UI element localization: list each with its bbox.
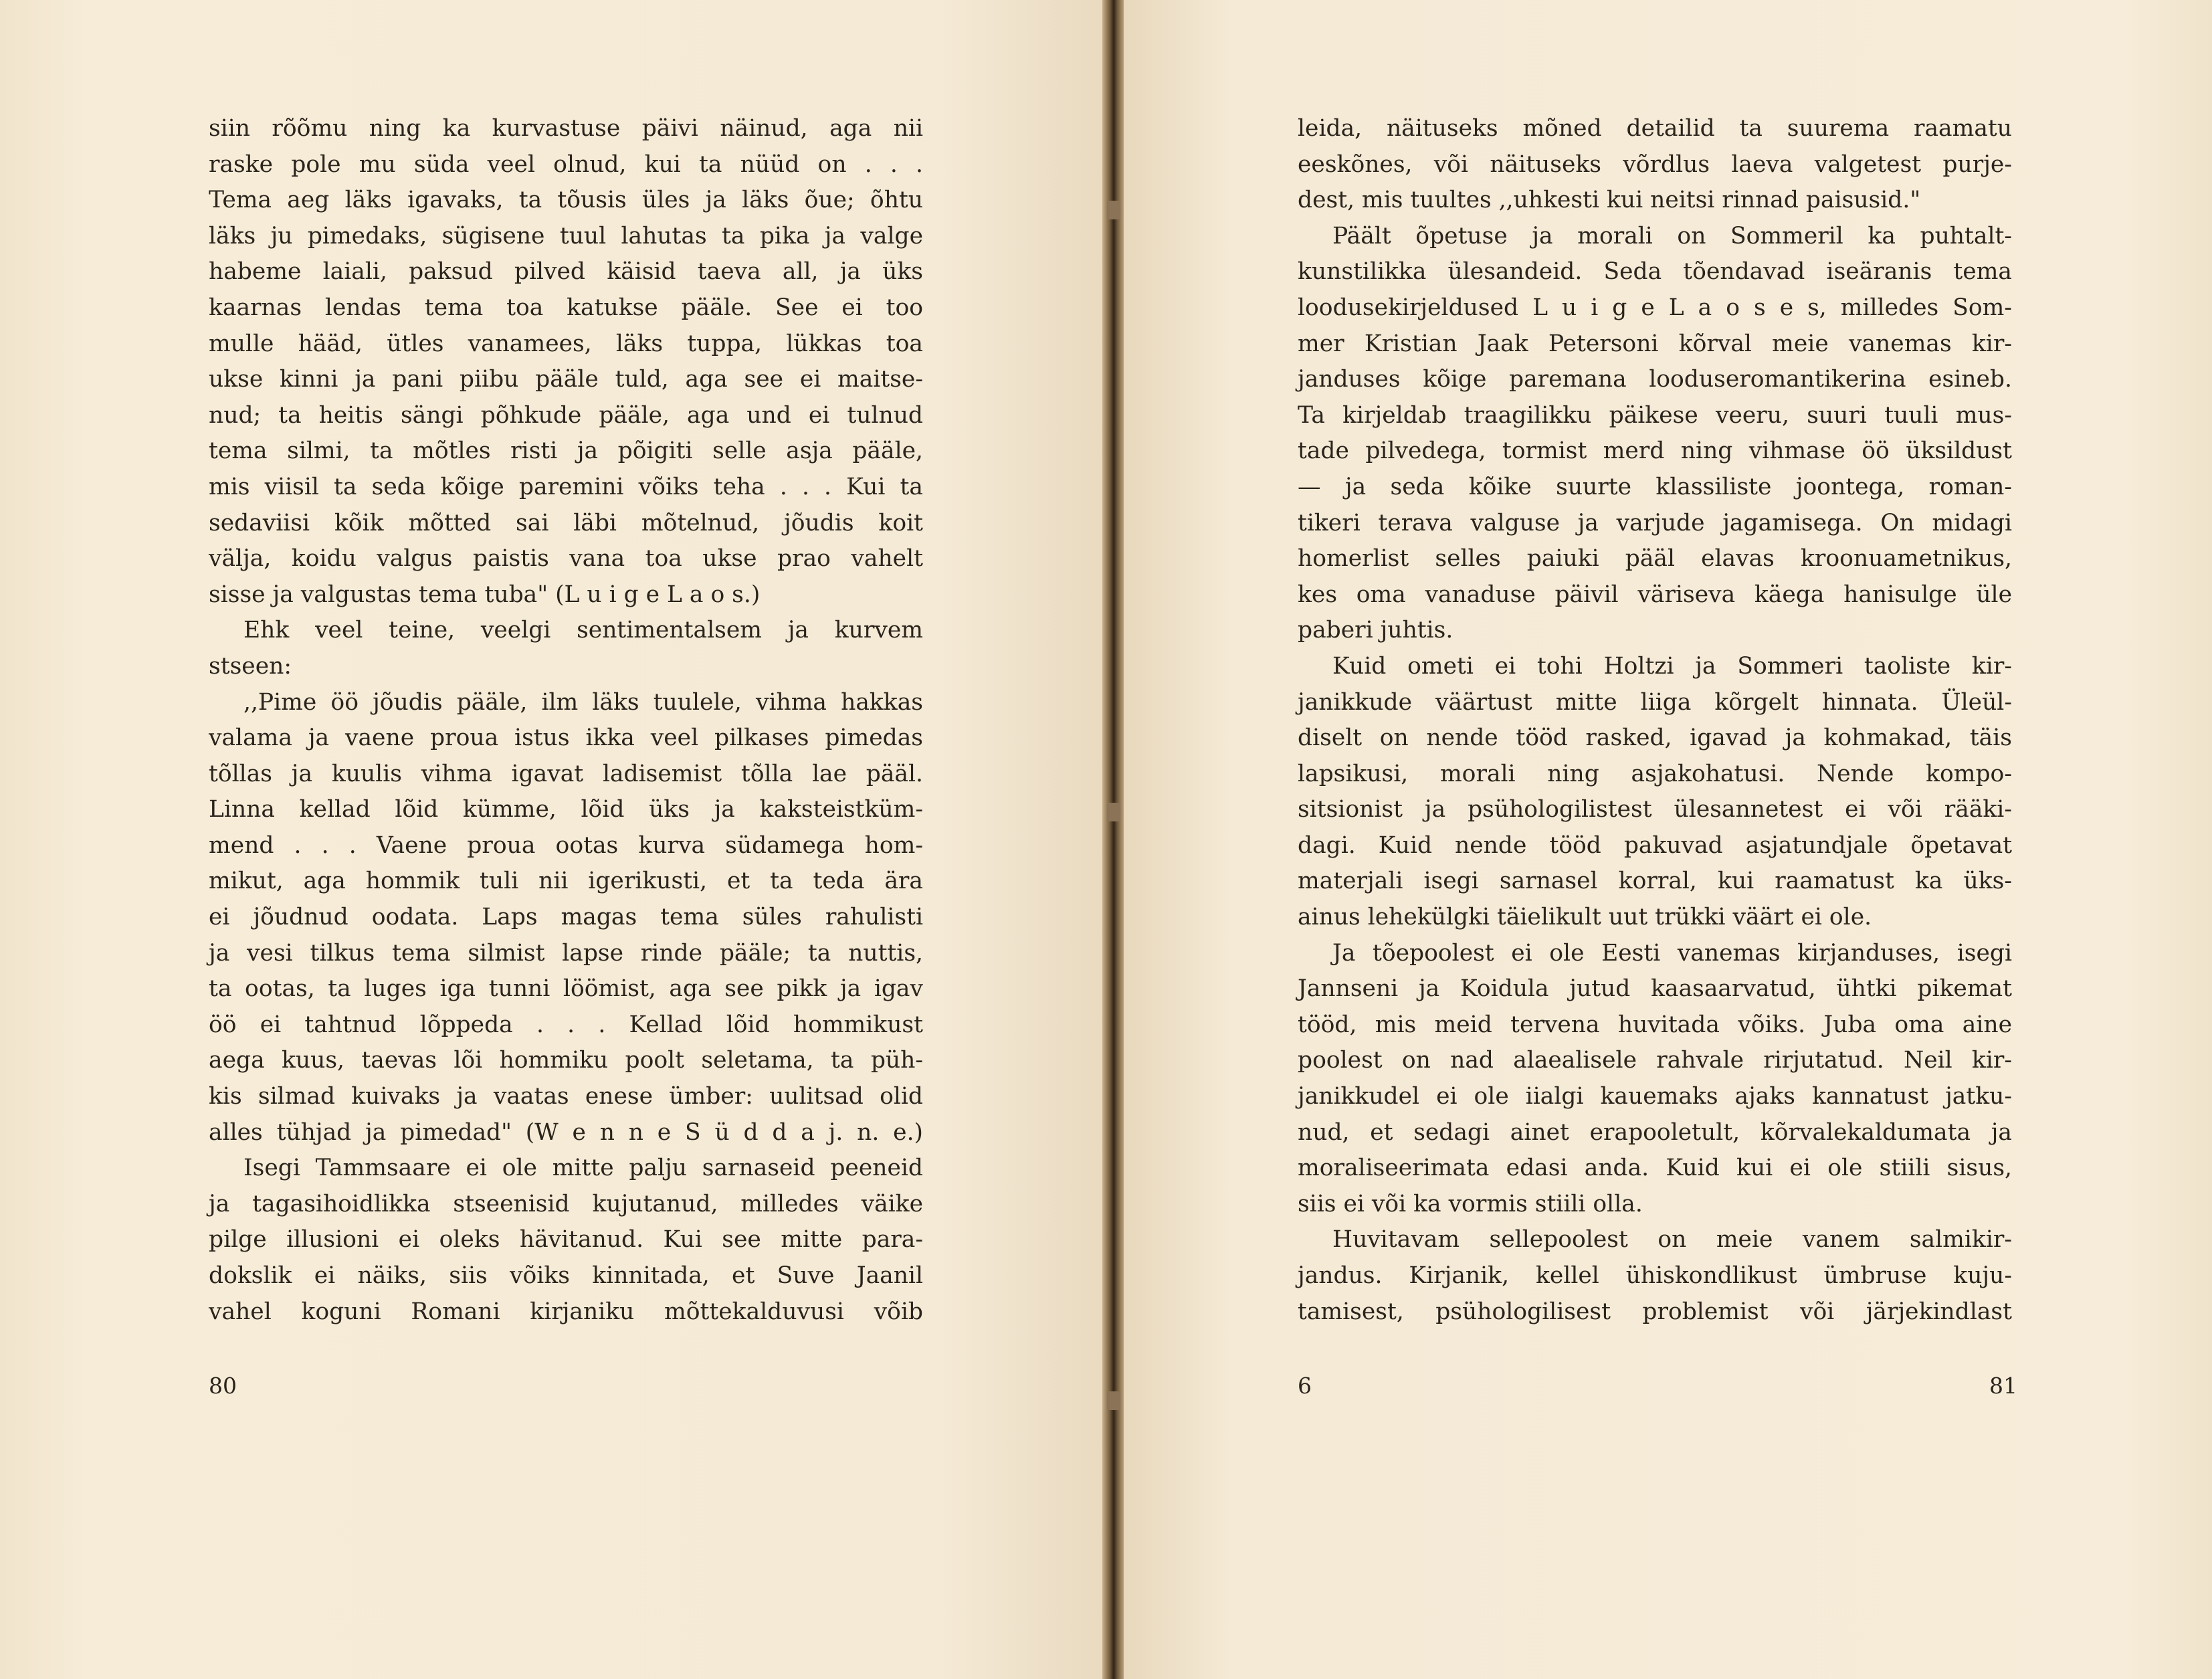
- text-line: mulle hääd, ütles vanamees, läks tuppa, lükkas toa: [209, 330, 923, 357]
- text-line: ta ootas, ta luges iga tunni löömist, aga see pikk ja igav: [209, 975, 923, 1003]
- text-line: Tema aeg läks igavaks, ta tõusis üles ja läks õue; õhtu: [209, 187, 923, 214]
- text-line: Jannseni ja Koidula jutud kaasaarvatud, ühtki pikemat: [1298, 975, 2012, 1003]
- text-line: eeskõnes, või näituseks võrdlus laeva valgetest purje-: [1298, 151, 2012, 178]
- text-line: ,,Pime öö jõudis pääle, ilm läks tuulele, vihma hakkas: [243, 688, 923, 716]
- text-line: janikkude väärtust mitte liiga kõrgelt hinnata. Üleül-: [1298, 688, 2012, 716]
- signature-mark: 6: [1298, 1373, 1312, 1399]
- text-line: jandus. Kirjanik, kellel ühiskondlikust ümbruse kuju-: [1298, 1262, 2012, 1289]
- text-line: ainus lehekülgki täielikult uut trükki väärt ei ole.: [1298, 904, 1872, 931]
- text-line: mis viisil ta seda kõige paremini võiks teha . . . Kui ta: [209, 473, 923, 500]
- binding-stitch: [1107, 1391, 1120, 1410]
- text-line: tade pilvedega, tormist merd ning vihmase öö üksildust: [1298, 437, 2012, 465]
- text-line: alles tühjad ja pimedad" (W e n n e S ü d d a j. n. e.): [209, 1118, 923, 1146]
- text-line: paberi juhtis.: [1298, 617, 1453, 644]
- text-line: kaarnas lendas tema toa katukse pääle. See ei too: [209, 294, 923, 321]
- text-line: siis ei või ka vormis stiili olla.: [1298, 1190, 1643, 1217]
- text-line: poolest on nad alaealisele rahvale rirjutatud. Neil kir-: [1298, 1047, 2012, 1074]
- text-line: loodusekirjeldused L u i g e L a o s e s, milledes Som-: [1298, 294, 2012, 321]
- text-line: diselt on nende tööd rasked, igavad ja kohmakad, täis: [1298, 724, 2012, 752]
- text-line: Isegi Tammsaare ei ole mitte palju sarnaseid peeneid: [243, 1155, 923, 1182]
- text-line: mend . . . Vaene proua ootas kurva südamega hom-: [209, 831, 923, 859]
- text-line: tikeri terava valguse ja varjude jagamisega. On midagi: [1298, 509, 2012, 536]
- text-line: läks ju pimedaks, sügisene tuul lahutas ta pika ja valge: [209, 222, 923, 250]
- text-line: leida, näituseks mõned detailid ta suurema raamatu: [1298, 115, 2012, 142]
- text-line: välja, koidu valgus paistis vana toa ukse prao vahelt: [209, 545, 923, 573]
- text-line: ukse kinni ja pani piibu pääle tuld, aga see ei maitse-: [209, 366, 923, 393]
- text-line: nud, et sedagi ainet erapooletult, kõrvalekaldumata ja: [1298, 1118, 2012, 1146]
- text-line: sisse ja valgustas tema tuba" (L u i g e L a o s.): [209, 581, 761, 608]
- text-line: janikkudel ei ole iialgi kauemaks ajaks kannatust jatku-: [1298, 1083, 2012, 1110]
- text-line: ja vesi tilkus tema silmist lapse rinde pääle; ta nuttis,: [209, 939, 923, 967]
- text-line: lapsikusi, morali ning asjakohatusi. Nende kompo-: [1298, 760, 2012, 787]
- text-line: mer Kristian Jaak Petersoni kõrval meie vanemas kir-: [1298, 330, 2012, 357]
- text-line: Päält õpetuse ja morali on Sommeril ka puhtalt-: [1332, 222, 2012, 250]
- text-line: valama ja vaene proua istus ikka veel pilkases pimedas: [209, 724, 923, 752]
- book-spine-gutter: [1102, 0, 1125, 1679]
- text-line: Ta kirjeldab traagilikku päikese veeru, suuri tuuli mus-: [1298, 401, 2012, 429]
- text-line: öö ei tahtnud lõppeda . . . Kellad lõid hommikust: [209, 1011, 923, 1038]
- text-line: siin rõõmu ning ka kurvastuse päivi näinud, aga nii: [209, 115, 923, 142]
- text-line: dokslik ei näiks, siis võiks kinnitada, et Suve Jaanil: [209, 1262, 923, 1289]
- text-line: ja tagasihoidlikka stseenisid kujutanud, milledes väike: [209, 1190, 923, 1217]
- text-line: Kuid ometi ei tohi Holtzi ja Sommeri taoliste kir-: [1332, 652, 2012, 680]
- text-line: tõllas ja kuulis vihma igavat ladisemist tõlla lae pääl.: [209, 760, 923, 787]
- text-line: kunstilikka ülesandeid. Seda tõendavad iseäranis tema: [1298, 258, 2012, 286]
- text-line: aega kuus, taevas lõi hommiku poolt seletama, ta püh-: [209, 1047, 923, 1074]
- text-line: pilge illusioni ei oleks hävitanud. Kui see mitte para-: [209, 1226, 923, 1254]
- text-line: tööd, mis meid tervena huvitada võiks. Juba oma aine: [1298, 1011, 2012, 1038]
- text-line: Huvitavam sellepoolest on meie vanem salmikir-: [1332, 1226, 2012, 1254]
- text-line: kes oma vanaduse päivil väriseva käega hanisulge üle: [1298, 581, 2012, 608]
- text-line: tema silmi, ta mõtles risti ja põigiti selle asja pääle,: [209, 437, 923, 465]
- text-line: kis silmad kuivaks ja vaatas enese ümber: uulitsad olid: [209, 1083, 923, 1110]
- left-page-number: 80: [209, 1373, 237, 1399]
- text-line: janduses kõige paremana looduseromantikerina esineb.: [1298, 366, 2012, 393]
- text-line: Linna kellad lõid kümme, lõid üks ja kaksteistküm-: [209, 796, 923, 823]
- text-line: sedaviisi kõik mõtted sai läbi mõtelnud, jõudis koit: [209, 509, 923, 536]
- text-line: nud; ta heitis sängi põhkude pääle, aga und ei tulnud: [209, 401, 923, 429]
- binding-stitch: [1107, 201, 1120, 219]
- binding-stitch: [1107, 803, 1120, 821]
- text-line: — ja seda kõike suurte klassiliste joontega, roman-: [1298, 473, 2012, 500]
- text-line: vahel koguni Romani kirjaniku mõttekalduvusi võib: [209, 1298, 923, 1325]
- text-line: sitsionist ja psühologilistest ülesannetest ei või rääki-: [1298, 796, 2012, 823]
- text-line: moraliseerimata edasi anda. Kuid kui ei ole stiili sisus,: [1298, 1155, 2012, 1182]
- left-page-text: [209, 111, 923, 1330]
- right-page-number: 81: [1989, 1373, 2017, 1399]
- text-line: dagi. Kuid nende tööd pakuvad asjatundjale õpetavat: [1298, 831, 2012, 859]
- text-line: dest, mis tuultes ,,uhkesti kui neitsi rinnad paisusid.": [1298, 187, 1921, 214]
- left-page: [0, 0, 1104, 1679]
- right-page: [1124, 0, 2212, 1679]
- text-line: ei jõudnud oodata. Laps magas tema süles rahulisti: [209, 904, 923, 931]
- text-line: stseen:: [209, 652, 292, 680]
- text-line: habeme laiali, paksud pilved käisid taeva all, ja üks: [209, 258, 923, 286]
- text-line: raske pole mu süda veel olnud, kui ta nüüd on . . .: [209, 151, 923, 178]
- text-line: Ehk veel teine, veelgi sentimentalsem ja kurvem: [243, 617, 923, 644]
- text-line: mikut, aga hommik tuli nii igerikusti, et ta teda ära: [209, 868, 923, 895]
- text-line: materjali isegi sarnasel korral, kui raamatust ka üks-: [1298, 868, 2012, 895]
- text-line: Ja tõepoolest ei ole Eesti vanemas kirjanduses, isegi: [1332, 939, 2012, 967]
- text-line: tamisest, psühologilisest problemist või järjekindlast: [1298, 1298, 2012, 1325]
- right-page-text: [1298, 111, 2012, 1330]
- text-line: homerlist selles paiuki pääl elavas kroonuametnikus,: [1298, 545, 2012, 573]
